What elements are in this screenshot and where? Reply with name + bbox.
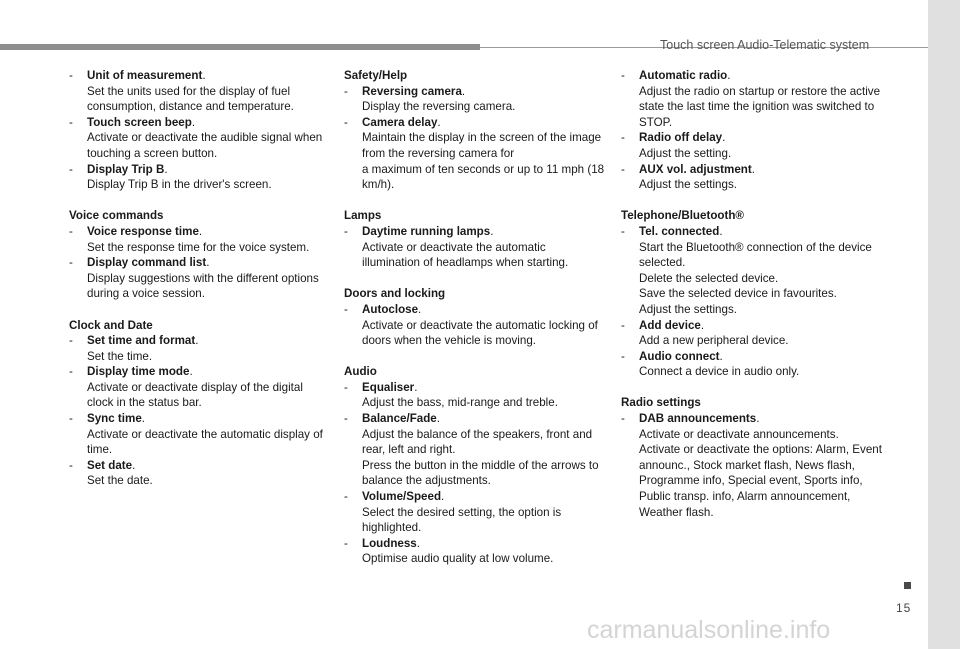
setting-description: Activate or deactivate display of the digital clock in the status bar. [87,380,303,410]
setting-description: Activate or deactivate the automatic locking of doors when the vehicle is moving. [362,318,598,348]
label-period: . [719,224,723,238]
setting-label: Set date [87,458,133,472]
settings-section [344,68,606,193]
setting-description: Adjust the settings. [639,178,737,192]
list-dash: - [621,349,625,363]
setting-item [621,318,883,349]
setting-label: Unit of measurement [87,69,203,82]
label-period: . [141,412,146,426]
setting-label: Volume/Speed [362,490,442,504]
label-period: . [132,458,136,472]
settings-section [621,68,883,193]
setting-description: Activate or deactivate announcements. [639,427,839,441]
label-period: . [195,334,199,348]
setting-description: Adjust the setting. [639,146,732,160]
list-dash: - [344,115,348,129]
side-strip [928,0,960,649]
setting-item [69,364,331,411]
setting-description: Set the time. [87,349,153,363]
setting-label: Sync time [87,412,142,426]
setting-label: Camera delay [362,115,438,129]
column-1 [69,68,331,505]
setting-description: Select the desired setting, the option is highlighted. [362,505,562,535]
setting-description: Display the reversing camera. [362,100,516,114]
list-dash: - [69,115,73,129]
header-rule-thick [0,44,480,50]
label-period: . [719,349,723,363]
label-period: . [418,302,422,316]
setting-item [69,68,331,115]
setting-label: Display Trip B [87,162,165,176]
list-dash: - [344,302,348,316]
label-period: . [722,131,726,145]
label-period: . [437,115,441,129]
setting-item [69,333,331,364]
setting-item [621,224,883,318]
setting-item [621,349,883,380]
setting-description: Set the response time for the voice system. [87,240,310,254]
setting-item [621,68,883,130]
watermark-text: carmanualsonline.info [587,616,831,644]
list-dash: - [344,224,348,238]
setting-description: Delete the selected device. [639,271,779,285]
setting-label: Voice response time [87,224,199,238]
label-period: . [700,318,705,332]
setting-description: Activate or deactivate the automatic illumination of headlamps when starting. [362,240,569,270]
list-dash: - [621,318,625,332]
label-period: . [414,380,418,394]
setting-item [344,489,606,536]
setting-description: Activate or deactivate the options: Alarm, Event announc., Stock market flash, News flash, Programme info, Special event, Sports info, Public transp. info, Alarm announcement, Weather flash. [639,443,882,519]
list-dash: - [344,490,348,504]
setting-label: Autoclose [362,302,419,316]
setting-item [69,162,331,193]
setting-label: Tel. connected [639,224,720,238]
setting-label: Audio connect [639,349,720,363]
list-dash: - [344,536,348,550]
setting-description: Add a new peripheral device. [639,334,789,348]
settings-section [69,68,331,193]
settings-section [344,208,606,270]
list-dash: - [69,412,73,426]
setting-description: Set the units used for the display of fuel consumption, distance and temperature. [87,84,294,114]
settings-section [69,208,331,302]
list-dash: - [69,224,73,238]
column-2 [344,68,606,583]
setting-item [69,115,331,162]
section-title: Telephone/Bluetooth® [621,209,744,223]
setting-label: Add device [639,318,701,332]
setting-label: DAB announcements [639,412,757,426]
setting-description: Display suggestions with the different options during a voice session. [87,271,319,301]
section-title: Voice commands [69,209,164,223]
list-dash: - [621,224,625,238]
list-dash: - [621,131,625,145]
label-period: . [164,162,168,176]
setting-label: Balance/Fade [362,412,437,426]
setting-description: Set the date. [87,474,153,488]
setting-item [344,302,606,349]
setting-description: Activate or deactivate the automatic display of time. [87,427,323,457]
settings-section [69,318,331,490]
list-dash: - [344,380,348,394]
section-title: Audio [344,365,377,379]
list-dash: - [69,334,73,348]
section-title: Safety/Help [344,69,408,82]
setting-item [344,84,606,115]
label-period: . [490,224,494,238]
setting-item [69,255,331,302]
label-period: . [756,412,760,426]
list-dash: - [621,412,625,426]
setting-item [344,536,606,567]
settings-section [344,286,606,348]
label-period: . [206,256,210,270]
label-period: . [461,84,466,98]
end-marker-square [904,582,911,589]
label-period: . [436,412,440,426]
column-3 [621,68,883,536]
label-period: . [727,69,731,82]
page-number: 15 [896,601,912,615]
setting-label: Loudness [362,536,417,550]
setting-description: a maximum of ten seconds or up to 11 mph (18 km/h). [362,162,605,192]
setting-label: Automatic radio [639,69,728,82]
setting-label: Touch screen beep [87,115,192,129]
list-dash: - [621,162,625,176]
list-dash: - [69,162,73,176]
label-period: . [441,490,445,504]
settings-section [621,395,883,520]
setting-label: Set time and format [87,334,196,348]
section-title: Clock and Date [69,318,153,332]
setting-description: Adjust the balance of the speakers, front and rear, left and right. [362,427,593,457]
setting-label: Radio off delay [639,131,723,145]
setting-label: Reversing camera [362,84,462,98]
setting-item [621,411,883,520]
setting-description: Connect a device in audio only. [639,365,800,379]
section-title: Doors and locking [344,287,446,301]
setting-description: Display Trip B in the driver's screen. [87,178,272,192]
setting-item [344,224,606,271]
setting-description: Adjust the settings. [639,302,737,316]
list-dash: - [69,69,73,82]
label-period: . [202,69,206,82]
list-dash: - [69,365,73,379]
setting-item [69,224,331,255]
settings-section [621,208,883,380]
setting-label: AUX vol. adjustment [639,162,752,176]
setting-description: Start the Bluetooth® connection of the device selected. [639,240,872,270]
list-dash: - [69,458,73,472]
settings-section [344,364,606,567]
setting-description: Optimise audio quality at low volume. [362,552,554,566]
setting-item [621,162,883,193]
setting-description: Activate or deactivate the audible signal when touching a screen button. [87,131,323,160]
list-dash: - [621,69,625,82]
setting-item [344,411,606,489]
section-title: Radio settings [621,396,701,410]
setting-label: Equaliser [362,380,415,394]
setting-item [69,458,331,489]
setting-description: Press the button in the middle of the arrows to balance the adjustments. [362,458,599,488]
setting-description: Adjust the bass, mid-range and treble. [362,396,558,410]
setting-description: Save the selected device in favourites. [639,287,837,301]
setting-description: Maintain the display in the screen of the image from the reversing camera for [362,131,602,160]
setting-item [344,380,606,411]
setting-label: Display command list [87,256,207,270]
list-dash: - [344,84,348,98]
setting-label: Display time mode [87,365,190,379]
list-dash: - [69,256,73,270]
setting-item [69,411,331,458]
setting-item [344,115,606,193]
label-period: . [189,365,193,379]
list-dash: - [344,412,348,426]
label-period: . [751,162,755,176]
setting-label: Daytime running lamps [362,224,491,238]
section-title: Lamps [344,209,382,223]
page-header-title: Touch screen Audio-Telematic system [660,38,870,52]
label-period: . [191,115,196,129]
label-period: . [198,224,203,238]
label-period: . [416,536,420,550]
setting-description: Adjust the radio on startup or restore the active state the last time the ignition was switched to STOP. [639,84,881,129]
setting-item [621,130,883,161]
